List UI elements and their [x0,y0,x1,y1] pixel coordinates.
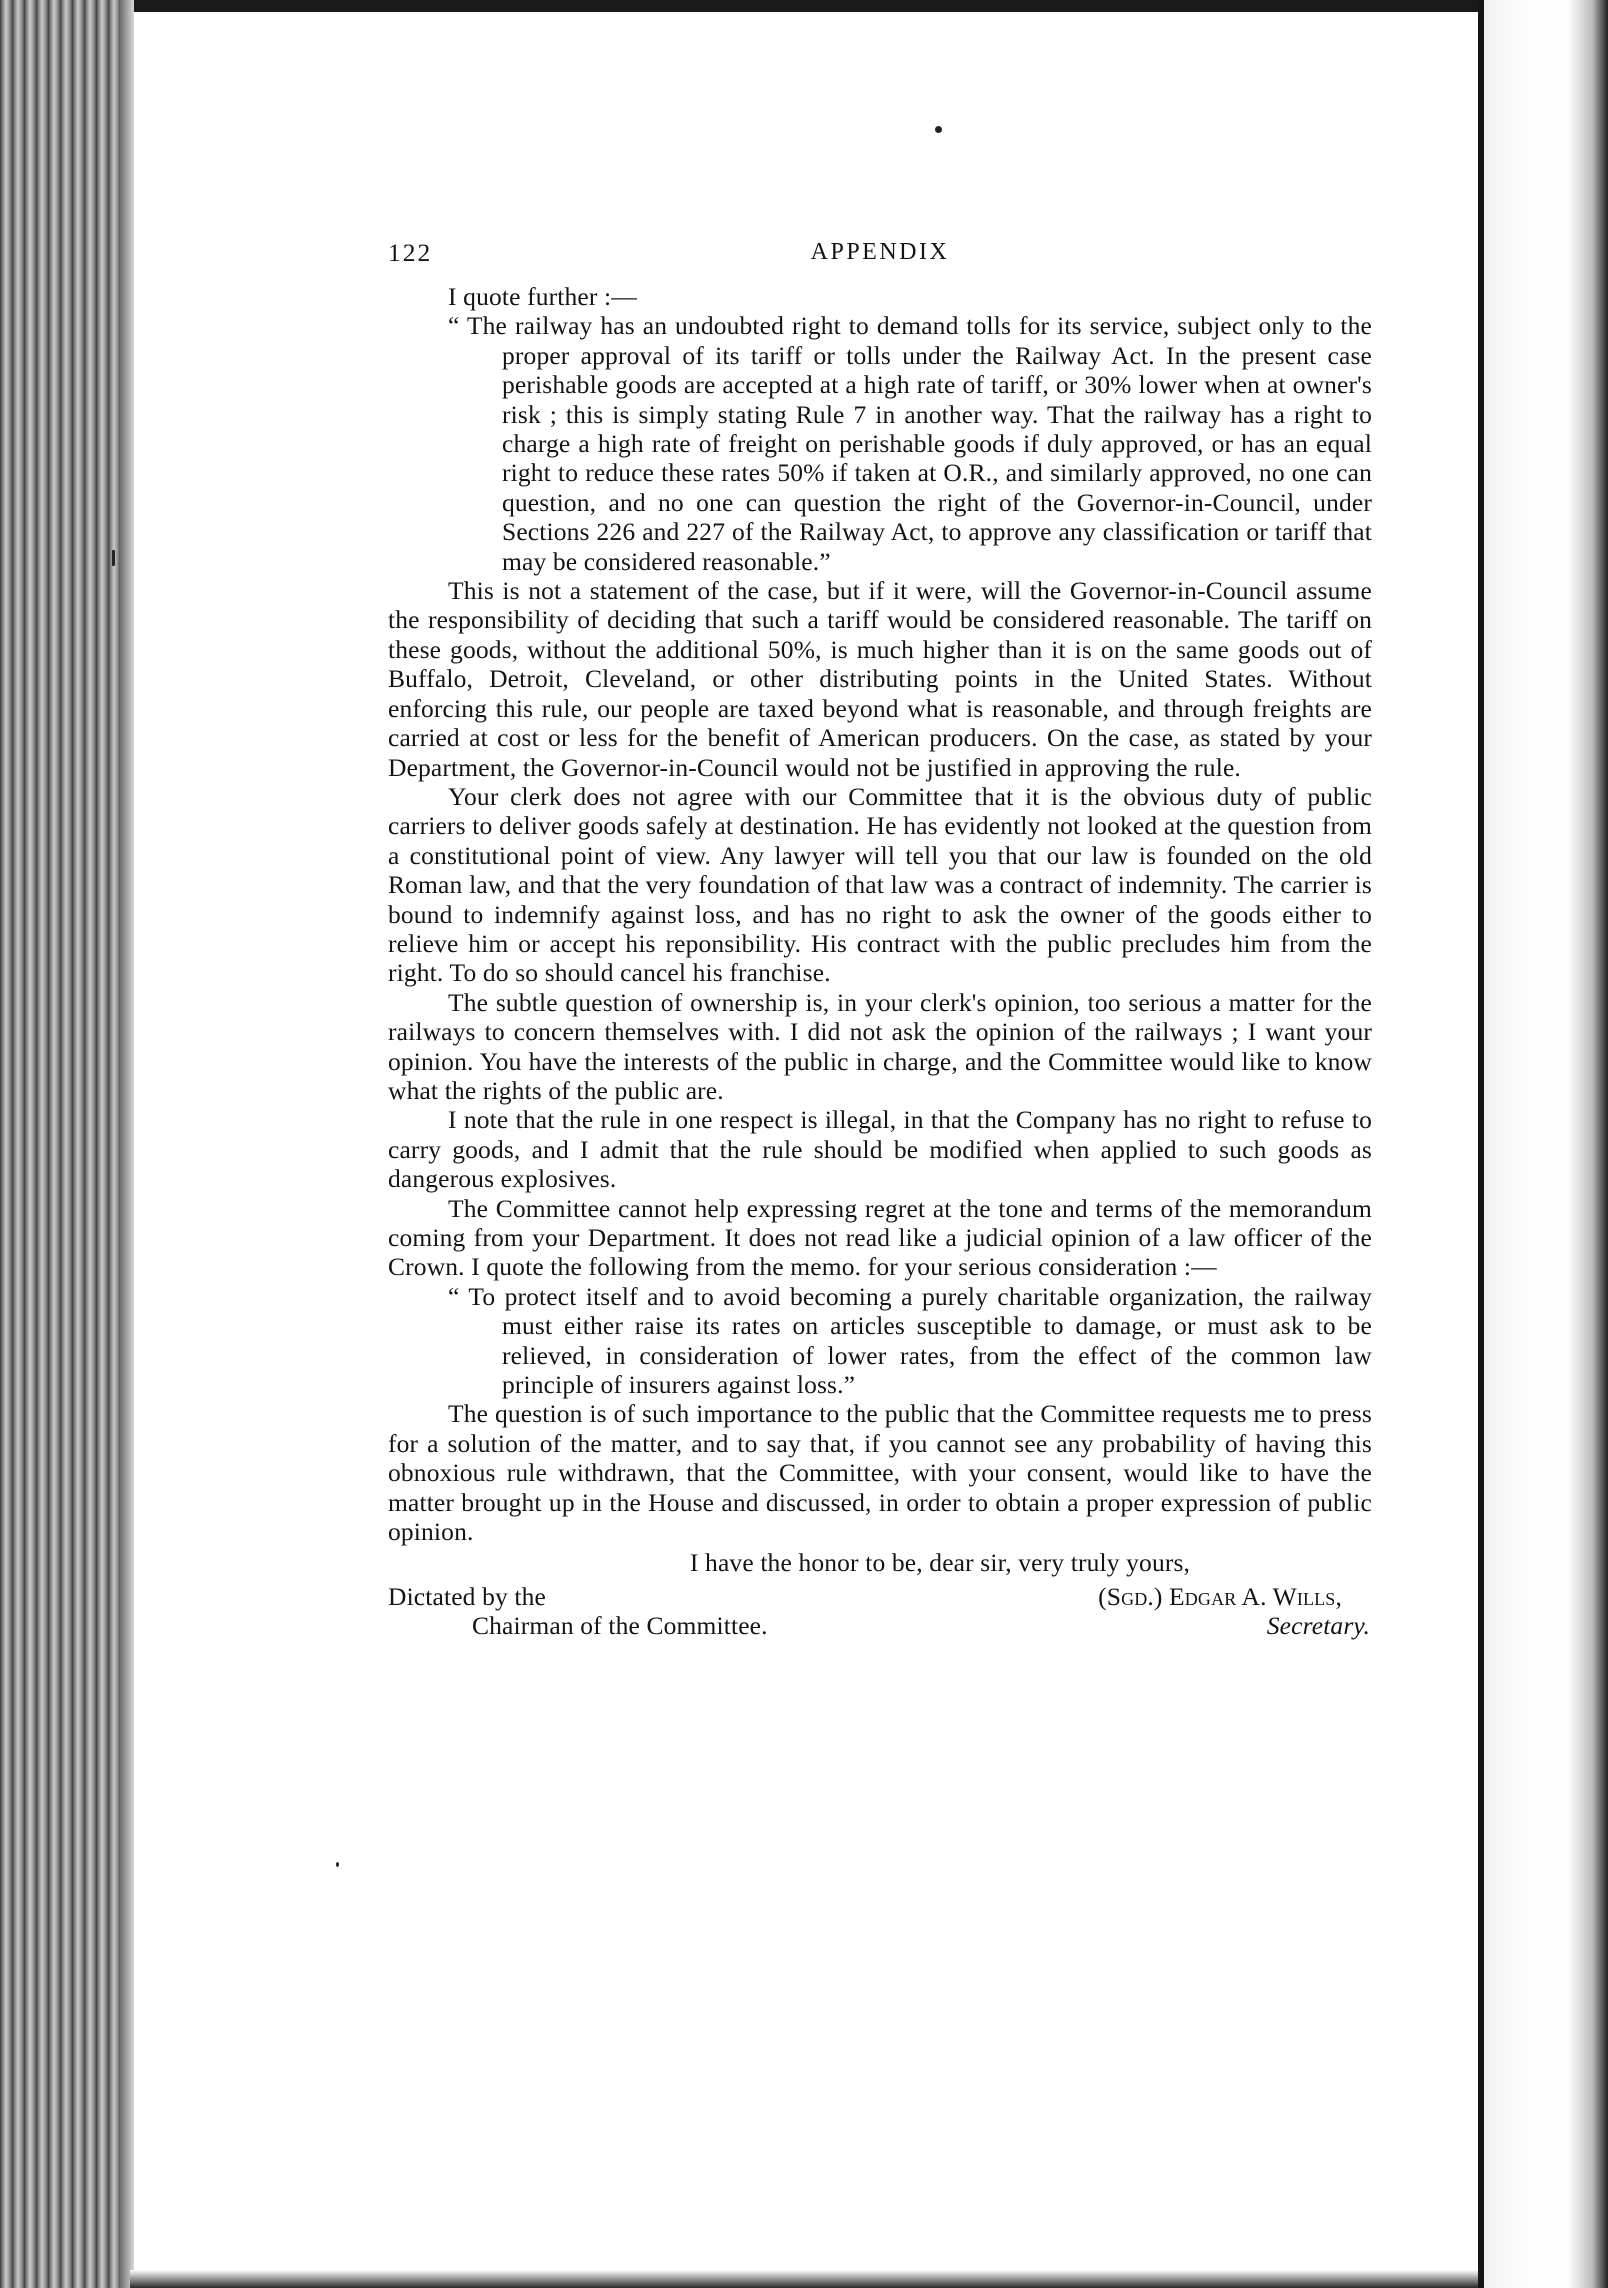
book-spine [0,0,130,2288]
scan-top-edge [0,0,1608,12]
document-page [388,238,1372,1641]
paragraph: The Committee cannot help expressing regret at the tone and terms of the memorandum coming from your Department. It does not read like a judicial opinion of a law officer of the Crown. I quote the following from the memo. for your serious consideration :— [388,1193,1372,1282]
running-head: APPENDIX [810,239,950,265]
paragraph: The question is of such importance to the public that the Committee requests me to press for a solution of the matter, and to say that, if you cannot see any probability of having this obnoxious rule withdrawn, that the Committee, with your consent, would like to have the matter brought up in the House and discussed, in order to obtain a proper expression of public opinion. [388,1399,1372,1547]
block-quote-2 [388,1282,1372,1400]
scan-speck [935,126,942,133]
closing-line: I have the honor to be, dear sir, very truly yours, [689,1548,1191,1578]
page-number: 122 [388,238,433,267]
paragraph: The subtle question of ownership is, in your clerk's opinion, too serious a matter for the railways to concern themselves with. I did not ask the opinion of the railways ; I want your opinion. You have the interests of the public in charge, and the Committee would like to know what the rights of the public are. [388,987,1372,1105]
scan-speck [112,550,115,566]
signature-row-2 [388,1611,1372,1640]
paragraph: I note that the rule in one respect is illegal, in that the Company has no right to refuse to carry goods, and I admit that the rule should be modified when applied to such goods as dangerous explosives. [388,1105,1372,1194]
spine-edge [120,0,134,2288]
quote-text: “ The railway has an undoubted right to demand tolls for its service, subject only to the proper approval of its tariff or tolls under the Railway Act. In the present case perishable goods are accepted at a high rate of tariff, or 30% lower when at owner's risk ; this is simply stating Rule 7 in another way. That the railway has a right to charge a high rate of freight on perishable goods if duly approved, or has an equal right to reduce these rates 50% if taken at O.R., and similarly approved, no one can question, and no one can question the right of the Governor-in-Council, under Sections 226 and 227 of the Railway Act, to approve any classification or tariff that may be considered reasonable.” [448,311,1372,576]
lead-line: I quote further :— [448,282,637,311]
facing-page-edge [1568,0,1608,2288]
quote-text: “ To protect itself and to avoid becoming a purely charitable organization, the railway must either raise its rates on articles susceptible to damage, or must ask to be relieved, in consideration of lower rates, from the effect of the common law principle of insurers against loss.” [448,1281,1372,1400]
page-header [388,238,1372,282]
paragraph: Your clerk does not agree with our Committee that it is the obvious duty of public carriers to deliver goods safely at destination. He has evidently not looked at the question from a constitutional point of view. Any lawyer will tell you that our law is founded on the old Roman law, and that the very foundation of that law was a contract of indemnity. The carrier is bound to indemnify against loss, and has no right to ask the owner of the goods either to relieve him or accept his reponsibility. His contract with the public precludes him from the right. To do so should cancel his franchise. [388,781,1372,988]
paragraph: This is not a statement of the case, but if it were, will the Governor-in-Council assume the responsibility of deciding that such a tariff would be considered reasonable. The tariff on these goods, without the additional 50%, is much higher than it is on the same goods out of Buffalo, Detroit, Cleveland, or other distributing points in the United States. Without enforcing this rule, our people are taxed beyond what is reasonable, and through freights are carried at cost or less for the benefit of American producers. On the case, as stated by your Department, the Governor-in-Council would not be justified in approving the rule. [388,576,1372,782]
scan-bottom-edge [130,2270,1478,2288]
block-quote-1 [388,311,1372,576]
signer-title: Secretary. [1266,1611,1370,1641]
dictated-by: Dictated by the [388,1581,547,1611]
signer-name: (Sgd.) Edgar A. Wills, [1098,1581,1342,1611]
scan-speck [336,1862,339,1867]
chairman-line: Chairman of the Committee. [472,1611,768,1641]
signature-row [388,1582,1372,1611]
